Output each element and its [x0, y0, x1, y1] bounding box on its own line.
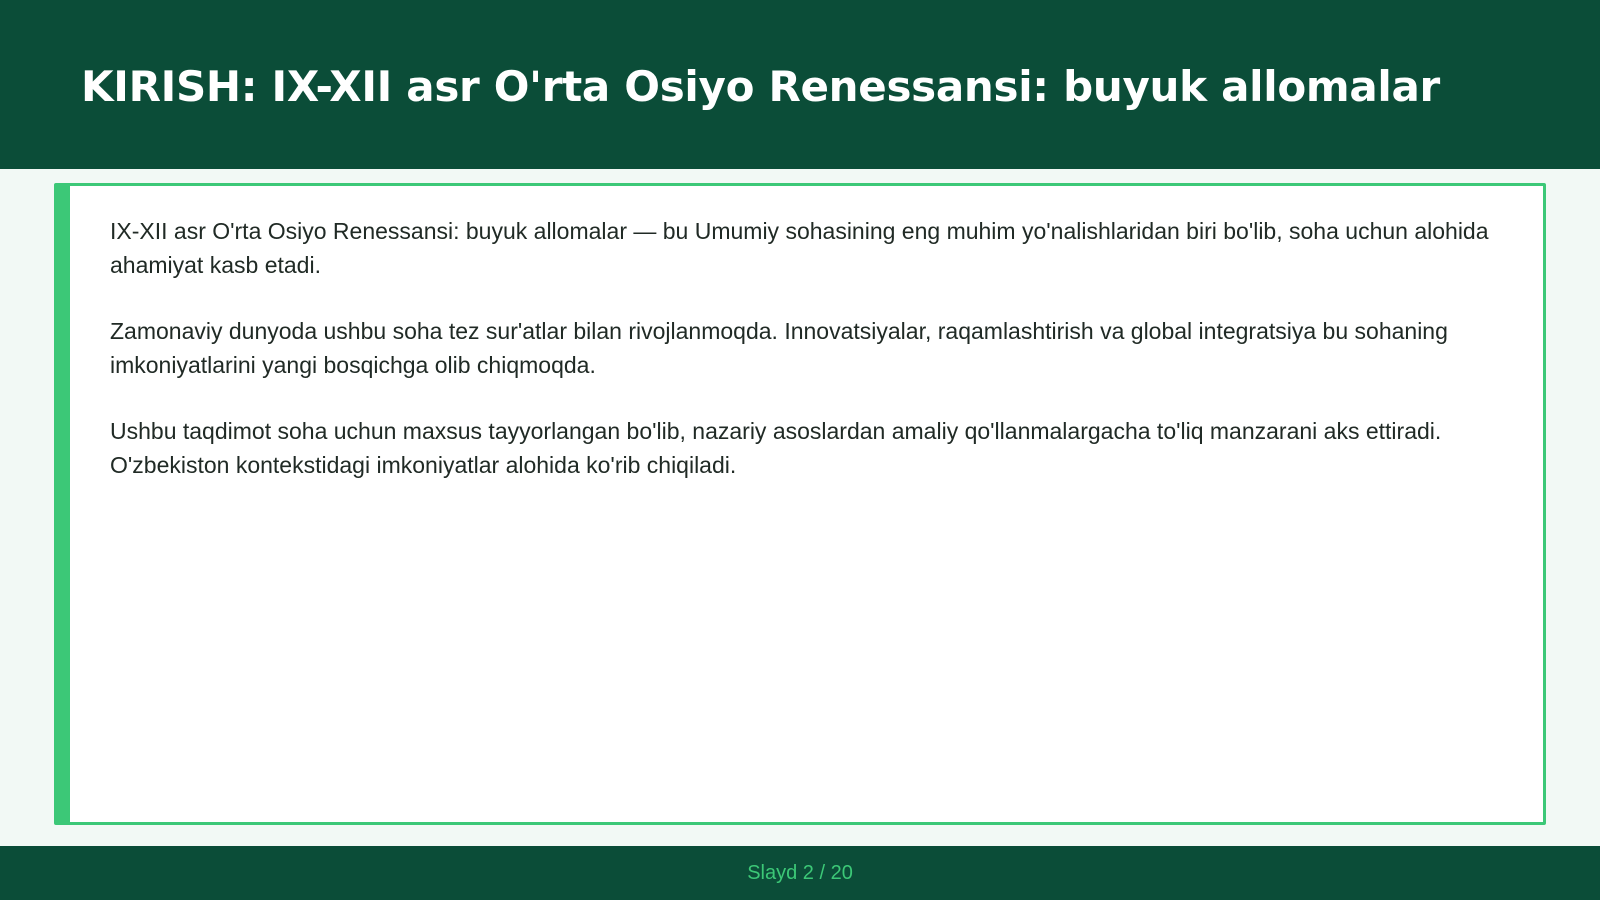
slide-counter: Slayd 2 / 20	[747, 862, 853, 884]
content-body	[110, 214, 1495, 514]
paragraph-1: IX-XII asr O'rta Osiyo Renessansi: buyuk allomalar — bu Umumiy sohasining eng muhim yo'nalishlaridan biri bo'lib, soha uchun alohida ahamiyat kasb etadi.	[110, 218, 1489, 278]
content-card	[54, 183, 1546, 825]
slide-title: KIRISH: IX-XII asr O'rta Osiyo Renessansi: buyuk allomalar	[81, 62, 1440, 111]
paragraph-2: Zamonaviy dunyoda ushbu soha tez sur'atlar bilan rivojlanmoqda. Innovatsiyalar, raqamlashtirish va global integratsiya bu sohaning imkoniyatlarini yangi bosqichga olib chiqmoqda.	[110, 318, 1448, 378]
paragraph-3: Ushbu taqdimot soha uchun maxsus tayyorlangan bo'lib, nazariy asoslardan amaliy qo'llanmalargacha to'liq manzarani aks ettiradi. O'zbekiston kontekstidagi imkoniyatlar alohida ko'rib chiqiladi.	[110, 418, 1442, 478]
slide-footer	[0, 846, 1600, 900]
slide-header	[0, 0, 1600, 169]
